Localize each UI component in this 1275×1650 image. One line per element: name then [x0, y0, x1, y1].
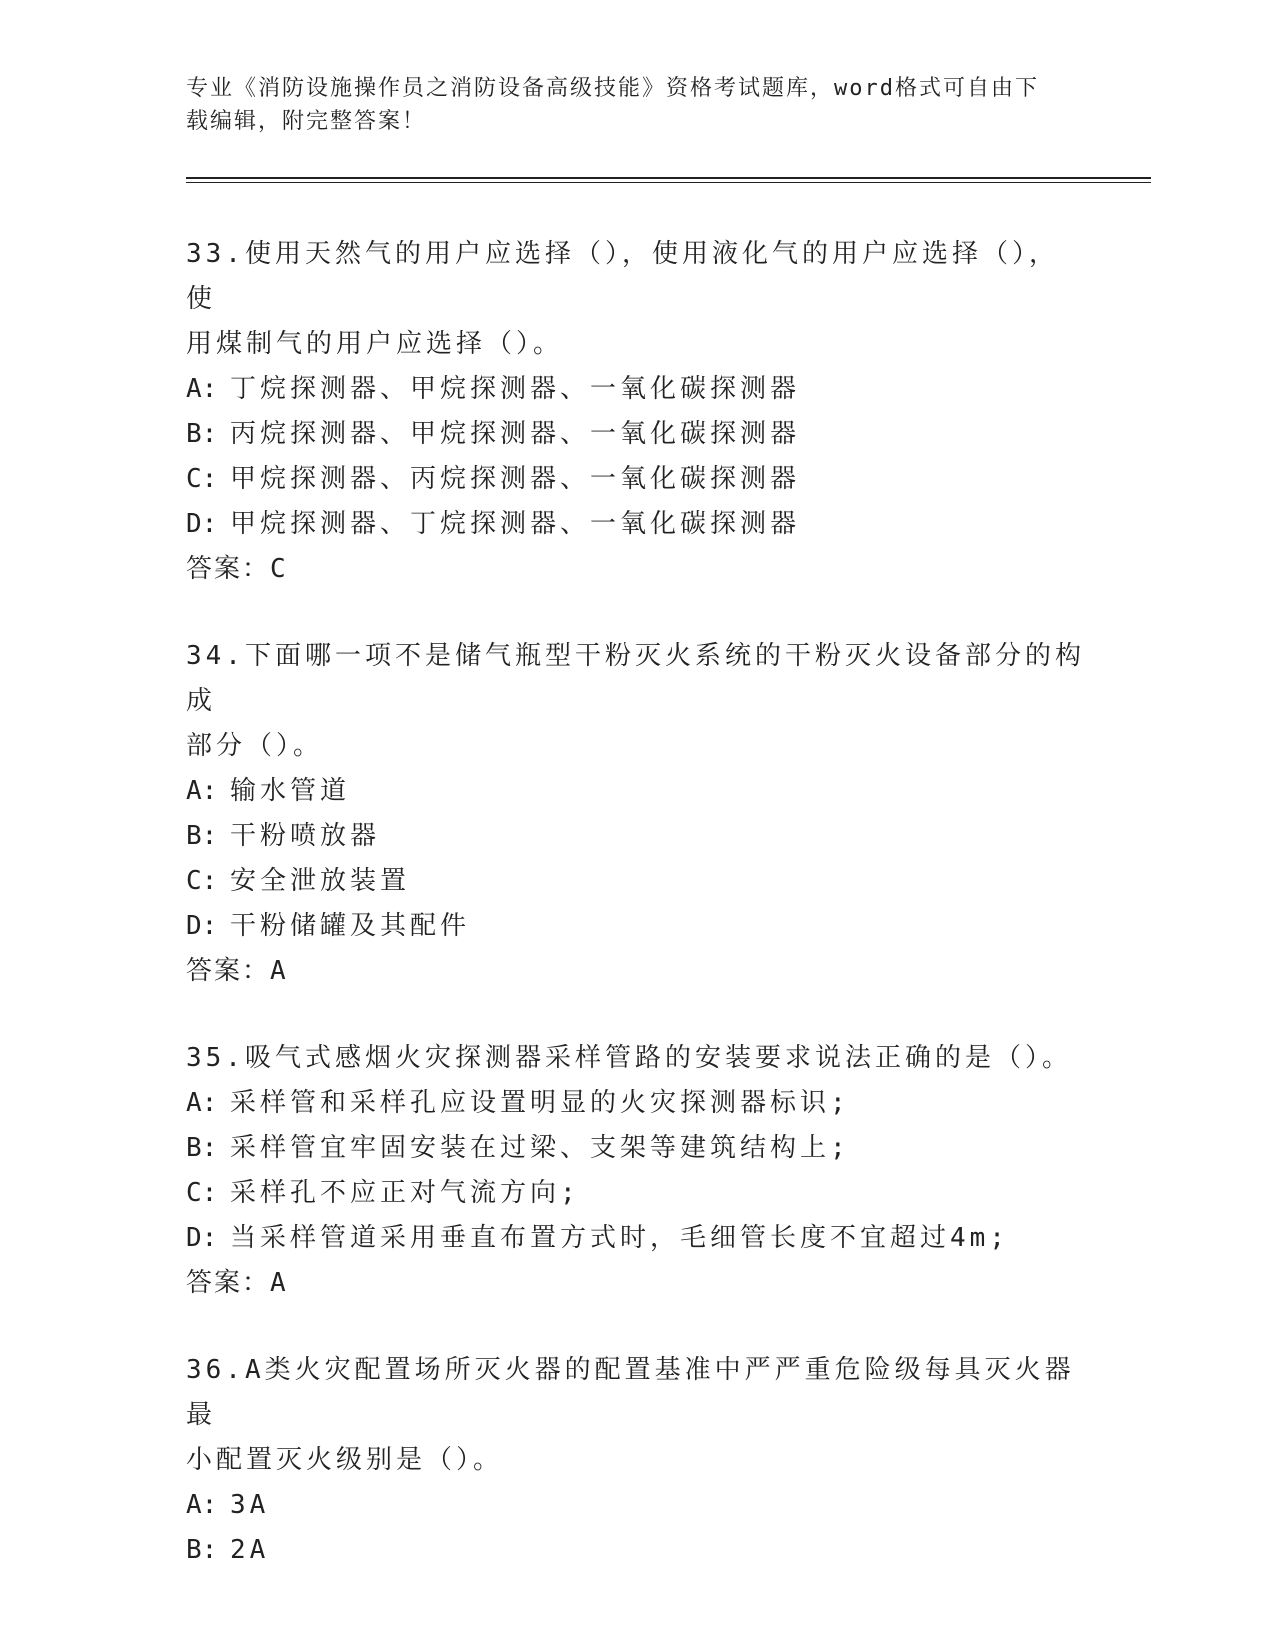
option-letter: A: [186, 374, 218, 404]
option-text: 3A [230, 1490, 270, 1520]
header-divider-thick [186, 177, 1151, 179]
question-35 [186, 1036, 1086, 1306]
option-text: 采样管宜牢固安装在过梁、支架等建筑结构上; [230, 1133, 850, 1163]
option-a [186, 367, 1086, 412]
answer-line [186, 1261, 1086, 1306]
option-text: 干粉喷放器 [230, 821, 381, 851]
option-text: 丙烷探测器、甲烷探测器、一氧化碳探测器 [230, 419, 801, 449]
option-d [186, 502, 1086, 547]
option-b [186, 814, 1086, 859]
question-stem-line-2: 小配置灭火级别是（）。 [186, 1445, 504, 1475]
option-letter: A: [186, 1490, 218, 1520]
question-stem-line-2: 部分（）。 [186, 731, 324, 761]
question-36 [186, 1348, 1086, 1573]
option-letter: A: [186, 1088, 218, 1118]
option-a [186, 1081, 1086, 1126]
option-letter: A: [186, 776, 218, 806]
option-letter: B: [186, 821, 218, 851]
question-34 [186, 634, 1086, 994]
option-list [186, 1081, 1086, 1261]
option-letter: C: [186, 464, 218, 494]
option-b [186, 1528, 1086, 1573]
option-c [186, 1171, 1086, 1216]
question-stem-line-2: 用煤制气的用户应选择（）。 [186, 329, 564, 359]
question-stem-line-1: 36.A类火灾配置场所灭火器的配置基准中严严重危险级每具灭火器最 [186, 1355, 1075, 1430]
option-d [186, 904, 1086, 949]
question-stem [186, 1036, 1086, 1081]
option-letter: D: [186, 911, 218, 941]
option-text: 当采样管道采用垂直布置方式时，毛细管长度不宜超过4m; [230, 1223, 1009, 1253]
answer-label: 答案： [186, 554, 271, 584]
option-text: 安全泄放装置 [230, 866, 411, 896]
question-stem-line-1: 35.吸气式感烟火灾探测器采样管路的安装要求说法正确的是（）。 [186, 1043, 1072, 1073]
option-letter: C: [186, 866, 218, 896]
option-b [186, 1126, 1086, 1171]
option-list [186, 769, 1086, 949]
header-divider-thin [186, 182, 1151, 183]
option-text: 甲烷探测器、丁烷探测器、一氧化碳探测器 [230, 509, 801, 539]
option-text: 甲烷探测器、丙烷探测器、一氧化碳探测器 [230, 464, 801, 494]
question-stem-line-1: 34.下面哪一项不是储气瓶型干粉灭火系统的干粉灭火设备部分的构成 [186, 641, 1085, 716]
option-d [186, 1216, 1086, 1261]
option-text: 干粉储罐及其配件 [230, 911, 471, 941]
option-letter: C: [186, 1178, 218, 1208]
header-line-1: 专业《消防设施操作员之消防设备高级技能》资格考试题库，word格式可自由下 [186, 76, 1039, 101]
answer-line [186, 547, 1086, 592]
answer-value: C [270, 554, 288, 584]
document-header [186, 72, 1086, 138]
header-line-2: 载编辑，附完整答案！ [186, 109, 427, 134]
option-letter: B: [186, 1133, 218, 1163]
answer-label: 答案： [186, 956, 271, 986]
option-text: 采样孔不应正对气流方向; [230, 1178, 580, 1208]
option-c [186, 859, 1086, 904]
question-stem [186, 232, 1086, 367]
option-text: 2A [230, 1535, 270, 1565]
option-text: 丁烷探测器、甲烷探测器、一氧化碳探测器 [230, 374, 801, 404]
option-text: 采样管和采样孔应设置明显的火灾探测器标识; [230, 1088, 850, 1118]
answer-line [186, 949, 1086, 994]
option-list [186, 1483, 1086, 1573]
option-letter: B: [186, 419, 218, 449]
question-stem [186, 634, 1086, 769]
option-letter: B: [186, 1535, 218, 1565]
question-stem [186, 1348, 1086, 1483]
question-33 [186, 232, 1086, 592]
option-letter: D: [186, 1223, 218, 1253]
answer-label: 答案： [186, 1268, 271, 1298]
option-list [186, 367, 1086, 547]
option-a [186, 769, 1086, 814]
answer-value: A [270, 956, 288, 986]
question-list [186, 232, 1086, 1615]
answer-value: A [270, 1268, 288, 1298]
option-c [186, 457, 1086, 502]
option-a [186, 1483, 1086, 1528]
option-text: 输水管道 [230, 776, 351, 806]
question-stem-line-1: 33.使用天然气的用户应选择（），使用液化气的用户应选择（），使 [186, 239, 1059, 314]
option-letter: D: [186, 509, 218, 539]
option-b [186, 412, 1086, 457]
